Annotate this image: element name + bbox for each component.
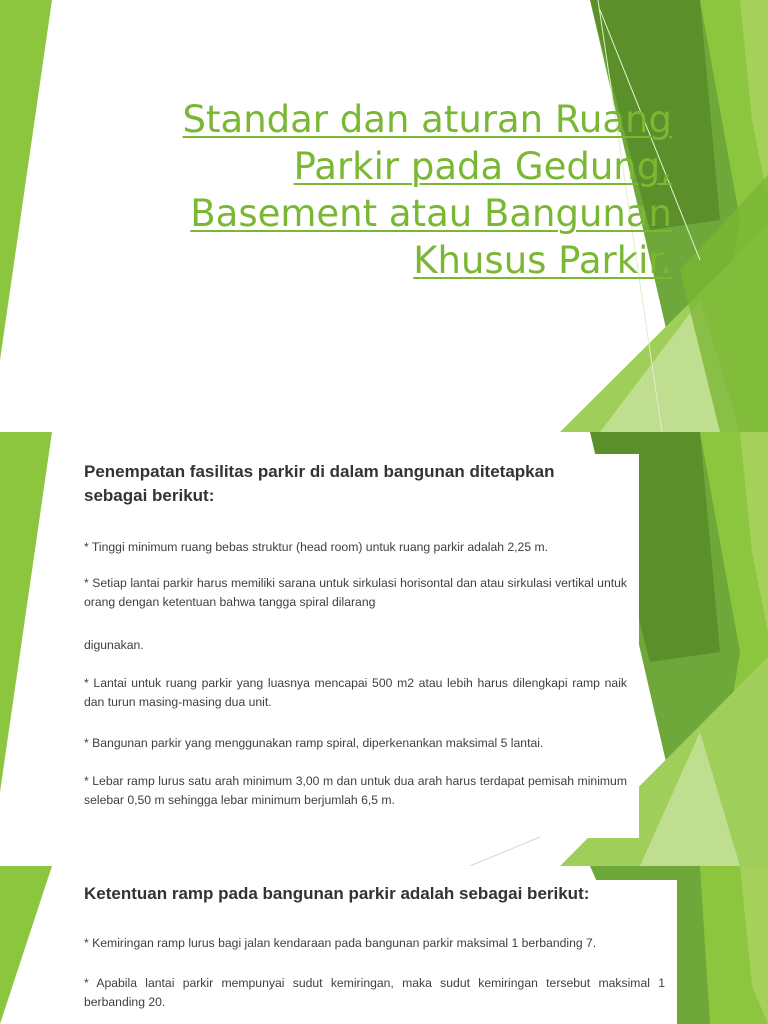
left-green-shape bbox=[0, 866, 52, 1024]
slide-title-text bbox=[112, 96, 672, 284]
placement-item-1: * Tinggi minimum ruang bebas struktur (head room) untuk ruang parkir adalah 2,25 m. bbox=[84, 540, 549, 554]
placement-item-2: * Setiap lantai parkir harus memiliki sarana untuk sirkulasi horisontal dan atau sirkulasi vertikal untuk orang dengan ketentuan bahwa tangga spiral dilarang bbox=[84, 576, 627, 609]
left-green-shape bbox=[0, 0, 52, 360]
slide-title bbox=[0, 0, 768, 432]
placement-item-5: * Lebar ramp lurus satu arah minimum 3,00 m dan untuk dua arah harus terdapat pemisah minimum selebar 0,50 m sehingga lebar minimum berjumlah 6,5 m. bbox=[84, 774, 627, 807]
ramp-item-1: * Kemiringan ramp lurus bagi jalan kendaraan pada bangunan parkir maksimal 1 berbanding 7. bbox=[84, 936, 597, 950]
placement-item-2-cont: digunakan. bbox=[84, 638, 144, 652]
title-text: Standar dan aturan Ruang Parkir pada Gedung, Basement atau Bangunan Khusus Parkir. bbox=[182, 98, 672, 282]
slide-ramp-rules bbox=[0, 866, 768, 1024]
placement-item-4: * Bangunan parkir yang menggunakan ramp spiral, diperkenankan maksimal 5 lantai. bbox=[84, 736, 544, 750]
ramp-heading: Ketentuan ramp pada bangunan parkir adalah sebagai berikut: bbox=[84, 884, 590, 903]
placement-text-card bbox=[66, 454, 639, 838]
slide-parking-placement bbox=[0, 432, 768, 866]
left-green-shape bbox=[0, 432, 52, 792]
placement-heading: Penempatan fasilitas parkir di dalam bangunan ditetapkan sebagai berikut: bbox=[84, 462, 555, 505]
ramp-item-2: * Apabila lantai parkir mempunyai sudut kemiringan, maka sudut kemiringan tersebut maksimal 1 berbanding 20. bbox=[84, 976, 665, 1009]
ramp-text-card bbox=[66, 880, 677, 1024]
placement-item-3: * Lantai untuk ruang parkir yang luasnya mencapai 500 m2 atau lebih harus dilengkapi ramp naik dan turun masing-masing dua unit. bbox=[84, 676, 627, 709]
